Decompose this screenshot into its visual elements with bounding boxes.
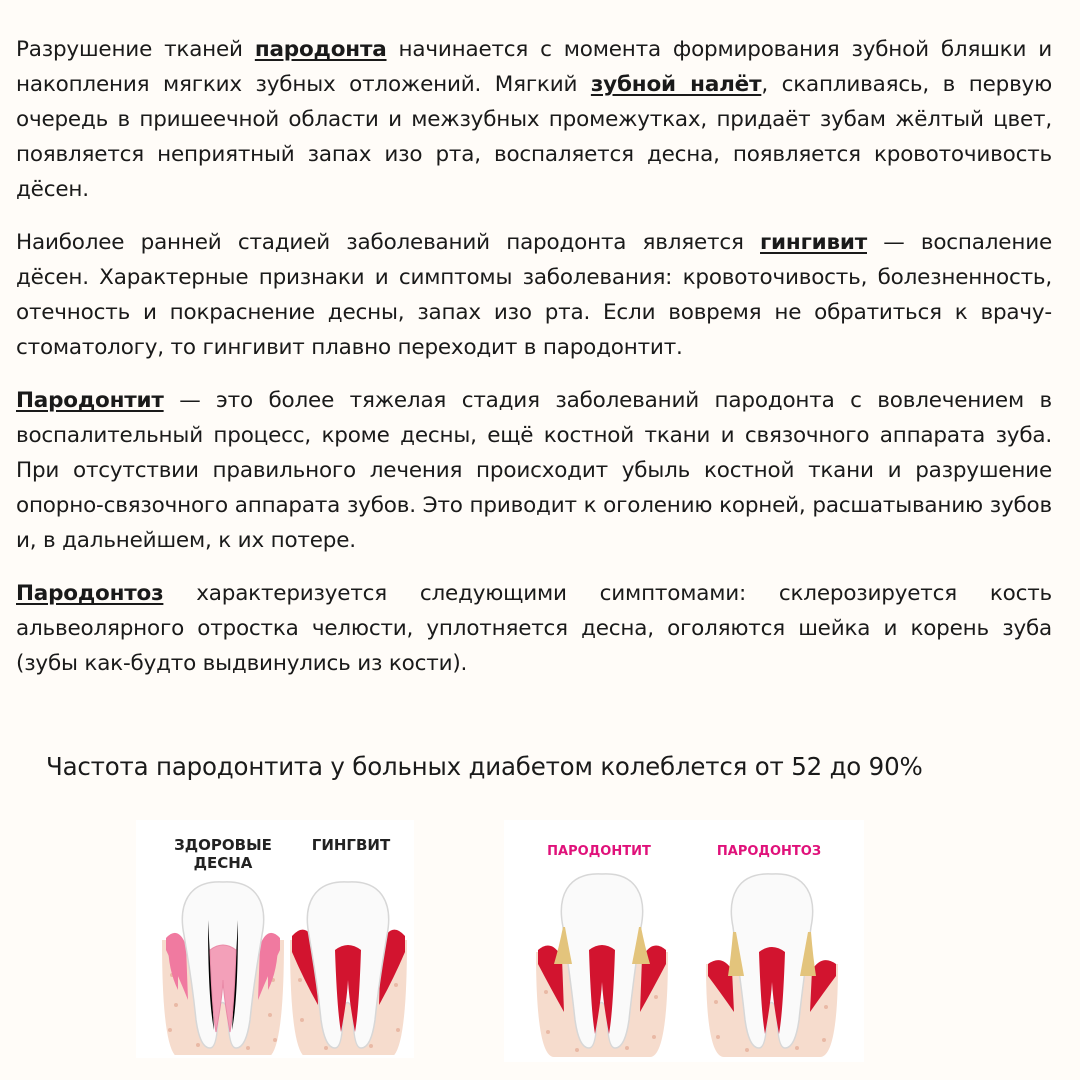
paragraph-gingivitis: [16, 225, 1052, 365]
label-healthy-line2: ДЕСНА: [193, 854, 253, 872]
panel-periodontitis-periodontosis: [504, 820, 864, 1062]
paragraph-text: начинается с момента формирования зубной бляшки и накопления мягких зубных отложений. Мягкий: [16, 37, 1052, 97]
paragraph-text: — воспаление дёсен. Характерные признаки и симптомы заболевания: кровоточивость, болезненность, отечность и покраснение десны, запах изо рта. Если вовремя не обратиться к врачу-стоматологу, то гингивит плавно переходит в пародонтит.: [16, 230, 1052, 360]
healthy-tooth-icon: [158, 880, 288, 1055]
term-highlight: пародонта: [254, 37, 387, 62]
periodontitis-tooth-icon: [532, 872, 672, 1057]
paragraph-periodontitis: [16, 383, 1052, 558]
gingivitis-tooth-icon: [286, 880, 411, 1055]
label-healthy-gums: [158, 836, 288, 872]
label-gingivitis: ГИНГВИТ: [311, 836, 391, 854]
paragraph-text: характеризуется следующими симптомами: склерозируется кость альвеолярного отростка челюсти, уплотняется десна, оголяются шейка и корень зуба (зубы как-будто выдвинулись из кости).: [16, 581, 1052, 676]
paragraph-text: , скапливаясь, в первую очередь в пришеечной области и межзубных промежутках, придаёт зубам жёлтый цвет, появляется неприятный запах изо рта, воспаляется десна, появляется кровоточивость дёсен.: [16, 72, 1052, 202]
periodontosis-tooth-icon: [702, 872, 842, 1057]
paragraph-periodontosis: [16, 576, 1052, 681]
article-text: [16, 32, 1052, 699]
paragraph-text: — это более тяжелая стадия заболеваний пародонта с вовлечением в воспалительный процесс, кроме десны, ещё костной ткани и связочного аппарата зуба. При отсутствии правильного лечения происходит убыль костной ткани и разрушение опорно-связочного аппарата зубов. Это приводит к оголению корней, расшатыванию зубов и, в дальнейшем, к их потере.: [16, 388, 1052, 553]
paragraph-plaque: [16, 32, 1052, 207]
paragraph-text: Разрушение тканей: [16, 37, 255, 62]
diabetes-statistic: Частота пародонтита у больных диабетом колеблется от 52 до 90%: [46, 752, 923, 781]
term-highlight: зубной налёт: [590, 72, 762, 97]
term-highlight: Пародонтоз: [16, 581, 164, 606]
label-healthy-line1: ЗДОРОВЫЕ: [174, 836, 272, 854]
label-periodontosis: ПАРОДОНТОЗ: [716, 844, 822, 859]
paragraph-text: Наиболее ранней стадией заболеваний пародонта является: [16, 230, 761, 255]
term-highlight: Пародонтит: [16, 388, 164, 413]
term-highlight: гингивит: [760, 230, 867, 255]
label-periodontitis: ПАРОДОНТИТ: [547, 844, 651, 859]
panel-healthy-gingivitis: [136, 820, 414, 1058]
